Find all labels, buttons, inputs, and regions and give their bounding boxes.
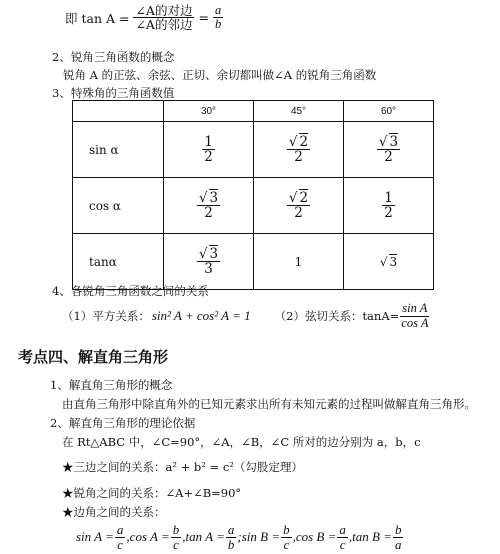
fraction-denominator: 2: [384, 149, 393, 165]
tan-ab-fraction: [213, 4, 223, 31]
table-row: [73, 122, 434, 178]
fraction-numerator: a: [339, 521, 346, 537]
formula-separator: ,: [292, 529, 296, 544]
formula-lhs: sin A =: [76, 529, 114, 544]
table-header-row: [73, 101, 434, 122]
relation-row: [62, 299, 430, 333]
formula-lhs: cos B =: [295, 529, 337, 544]
tan-ab-numerator: a: [214, 3, 222, 17]
fraction: [171, 523, 182, 551]
fraction: [197, 247, 220, 276]
trig-formula: [186, 523, 242, 551]
formula-separator: ,: [126, 529, 130, 544]
radical-sign: √: [198, 189, 208, 206]
side-relation-bullet: ★三边之间的关系：a² + b² = c²（勾股定理）: [62, 460, 303, 474]
section-2-body: 锐角 A 的正弦、余弦、正切、余切都叫做∠A 的锐角三角函数: [63, 68, 377, 82]
formula-lhs: tan B =: [352, 529, 392, 544]
fraction-denominator: 2: [204, 149, 213, 165]
fraction: [197, 191, 220, 220]
table-cell: [254, 178, 344, 234]
kaodian-4-title: 考点四、解直角三角形: [18, 349, 169, 366]
formula-lhs: tan A =: [185, 529, 225, 544]
numerator-value: 1: [204, 133, 213, 150]
radical-sign: √: [288, 189, 298, 206]
k1-body: 由直角三角形中除直角外的已知元素求出所有未知元素的过程叫做解直角三角形。: [62, 397, 476, 411]
trig-formula: [130, 523, 186, 551]
table-row: [73, 234, 434, 290]
side-angle-formulas: [76, 520, 404, 554]
formula-separator: ,: [348, 529, 353, 544]
k2-body: 在 Rt△ABC 中，∠C=90°，∠A，∠B，∠C 所对的边分别为 a，b，c: [62, 435, 421, 449]
fraction-denominator: 2: [294, 149, 303, 165]
fraction-numerator: [377, 135, 400, 150]
side-angle-relation-bullet: ★边角之间的关系：: [62, 505, 166, 519]
fraction-numerator: [287, 191, 310, 206]
radicand: 3: [389, 133, 399, 150]
fraction-denominator: 2: [294, 205, 303, 221]
table-cell: [164, 234, 254, 290]
formula-separator: ;: [237, 529, 242, 544]
formula-separator: ,: [182, 529, 186, 544]
quotient-relation-label: （2）弦切关系：tanA=: [274, 309, 400, 323]
quotient-denominator: cos A: [401, 315, 429, 330]
fraction: [393, 523, 404, 551]
table-header-cell: 45°: [254, 101, 344, 122]
fraction: [115, 523, 126, 551]
tan-equals: =: [198, 10, 209, 26]
table-cell: [254, 122, 344, 178]
tan-word-fraction: [133, 4, 194, 31]
fraction-denominator: c: [339, 536, 346, 552]
fraction-denominator: 3: [204, 261, 213, 277]
fraction: [226, 523, 237, 551]
fraction: [377, 135, 400, 164]
special-angle-table: [72, 100, 434, 290]
formula-lhs: cos A =: [129, 529, 170, 544]
tan-word-numerator: ∠A的对边: [135, 3, 193, 18]
radical-sign: √: [198, 245, 208, 262]
tan-word-denominator: ∠A的邻边: [135, 17, 193, 33]
table-cell: [344, 178, 434, 234]
fraction-numerator: [197, 191, 220, 206]
radicand: 3: [209, 245, 219, 262]
table-cell: [344, 234, 434, 290]
fraction-numerator: a: [116, 521, 124, 537]
fraction-numerator: b: [283, 521, 290, 537]
table-header-cell: 30°: [164, 101, 254, 122]
cell-value: 1: [294, 254, 303, 269]
table-cell: [164, 178, 254, 234]
fraction-denominator: 2: [204, 205, 213, 221]
table-cell: [254, 234, 344, 290]
radicand: 3: [389, 254, 398, 269]
fraction-denominator: c: [283, 536, 290, 552]
fraction: [202, 135, 215, 164]
trig-formula: [352, 523, 404, 551]
radical-sign: √: [379, 254, 388, 269]
radical-sign: √: [378, 133, 388, 150]
fraction: [382, 191, 395, 220]
table-header-cell: [73, 101, 164, 122]
k2-heading: 2、解直角三角形的理论依据: [50, 416, 196, 430]
square-relation-label: （1）平方关系：: [62, 309, 150, 323]
radical-sign: √: [288, 133, 298, 150]
angle-relation-bullet: ★锐角之间的关系：∠A+∠B=90°: [62, 486, 242, 500]
section-2-heading: 2、锐角三角函数的概念: [52, 50, 175, 64]
row-label: cos α: [73, 178, 164, 234]
square-relation-formula: sin² A + cos² A = 1: [151, 308, 251, 323]
radicand: 2: [299, 133, 309, 150]
row-label: tanα: [73, 234, 164, 290]
trig-formula: [296, 523, 352, 551]
fraction-denominator: c: [117, 536, 124, 552]
tan-prefix: 即 tan A =: [65, 10, 130, 26]
fraction: [287, 135, 310, 164]
trig-formula: [242, 523, 296, 551]
table-cell: [344, 122, 434, 178]
row-label: sin α: [73, 122, 164, 178]
fraction-denominator: a: [394, 536, 402, 552]
table-row: [73, 178, 434, 234]
formula-lhs: sin B =: [241, 529, 281, 544]
fraction-denominator: 2: [384, 205, 393, 221]
fraction-numerator: [197, 247, 220, 262]
fraction-numerator: b: [394, 521, 402, 537]
radicand: 3: [209, 189, 219, 206]
fraction-denominator: c: [173, 536, 179, 552]
fraction-numerator: [287, 135, 310, 150]
fraction: [337, 523, 348, 551]
fraction-numerator: [382, 191, 395, 206]
section-3-heading: 3、特殊角的三角函数值: [52, 86, 175, 100]
quotient-relation-fraction: [399, 302, 430, 329]
section-4-heading: 4、各锐角三角函数之间的关系: [52, 284, 209, 298]
fraction-numerator: a: [227, 521, 235, 537]
radicand: 2: [299, 189, 309, 206]
quotient-numerator: sin A: [402, 301, 428, 316]
table-cell: [164, 122, 254, 178]
k1-heading: 1、解直角三角形的概念: [50, 378, 173, 392]
fraction-numerator: b: [172, 521, 180, 537]
table-header-cell: 60°: [344, 101, 434, 122]
fraction-denominator: b: [227, 536, 235, 552]
trig-formula: [76, 523, 130, 551]
tan-ab-denominator: b: [214, 17, 222, 32]
fraction: [287, 191, 310, 220]
fraction-numerator: [202, 135, 215, 150]
numerator-value: 1: [384, 189, 393, 206]
sqrt-expression: [380, 255, 397, 269]
tan-definition-formula: [65, 4, 223, 31]
fraction: [281, 523, 292, 551]
